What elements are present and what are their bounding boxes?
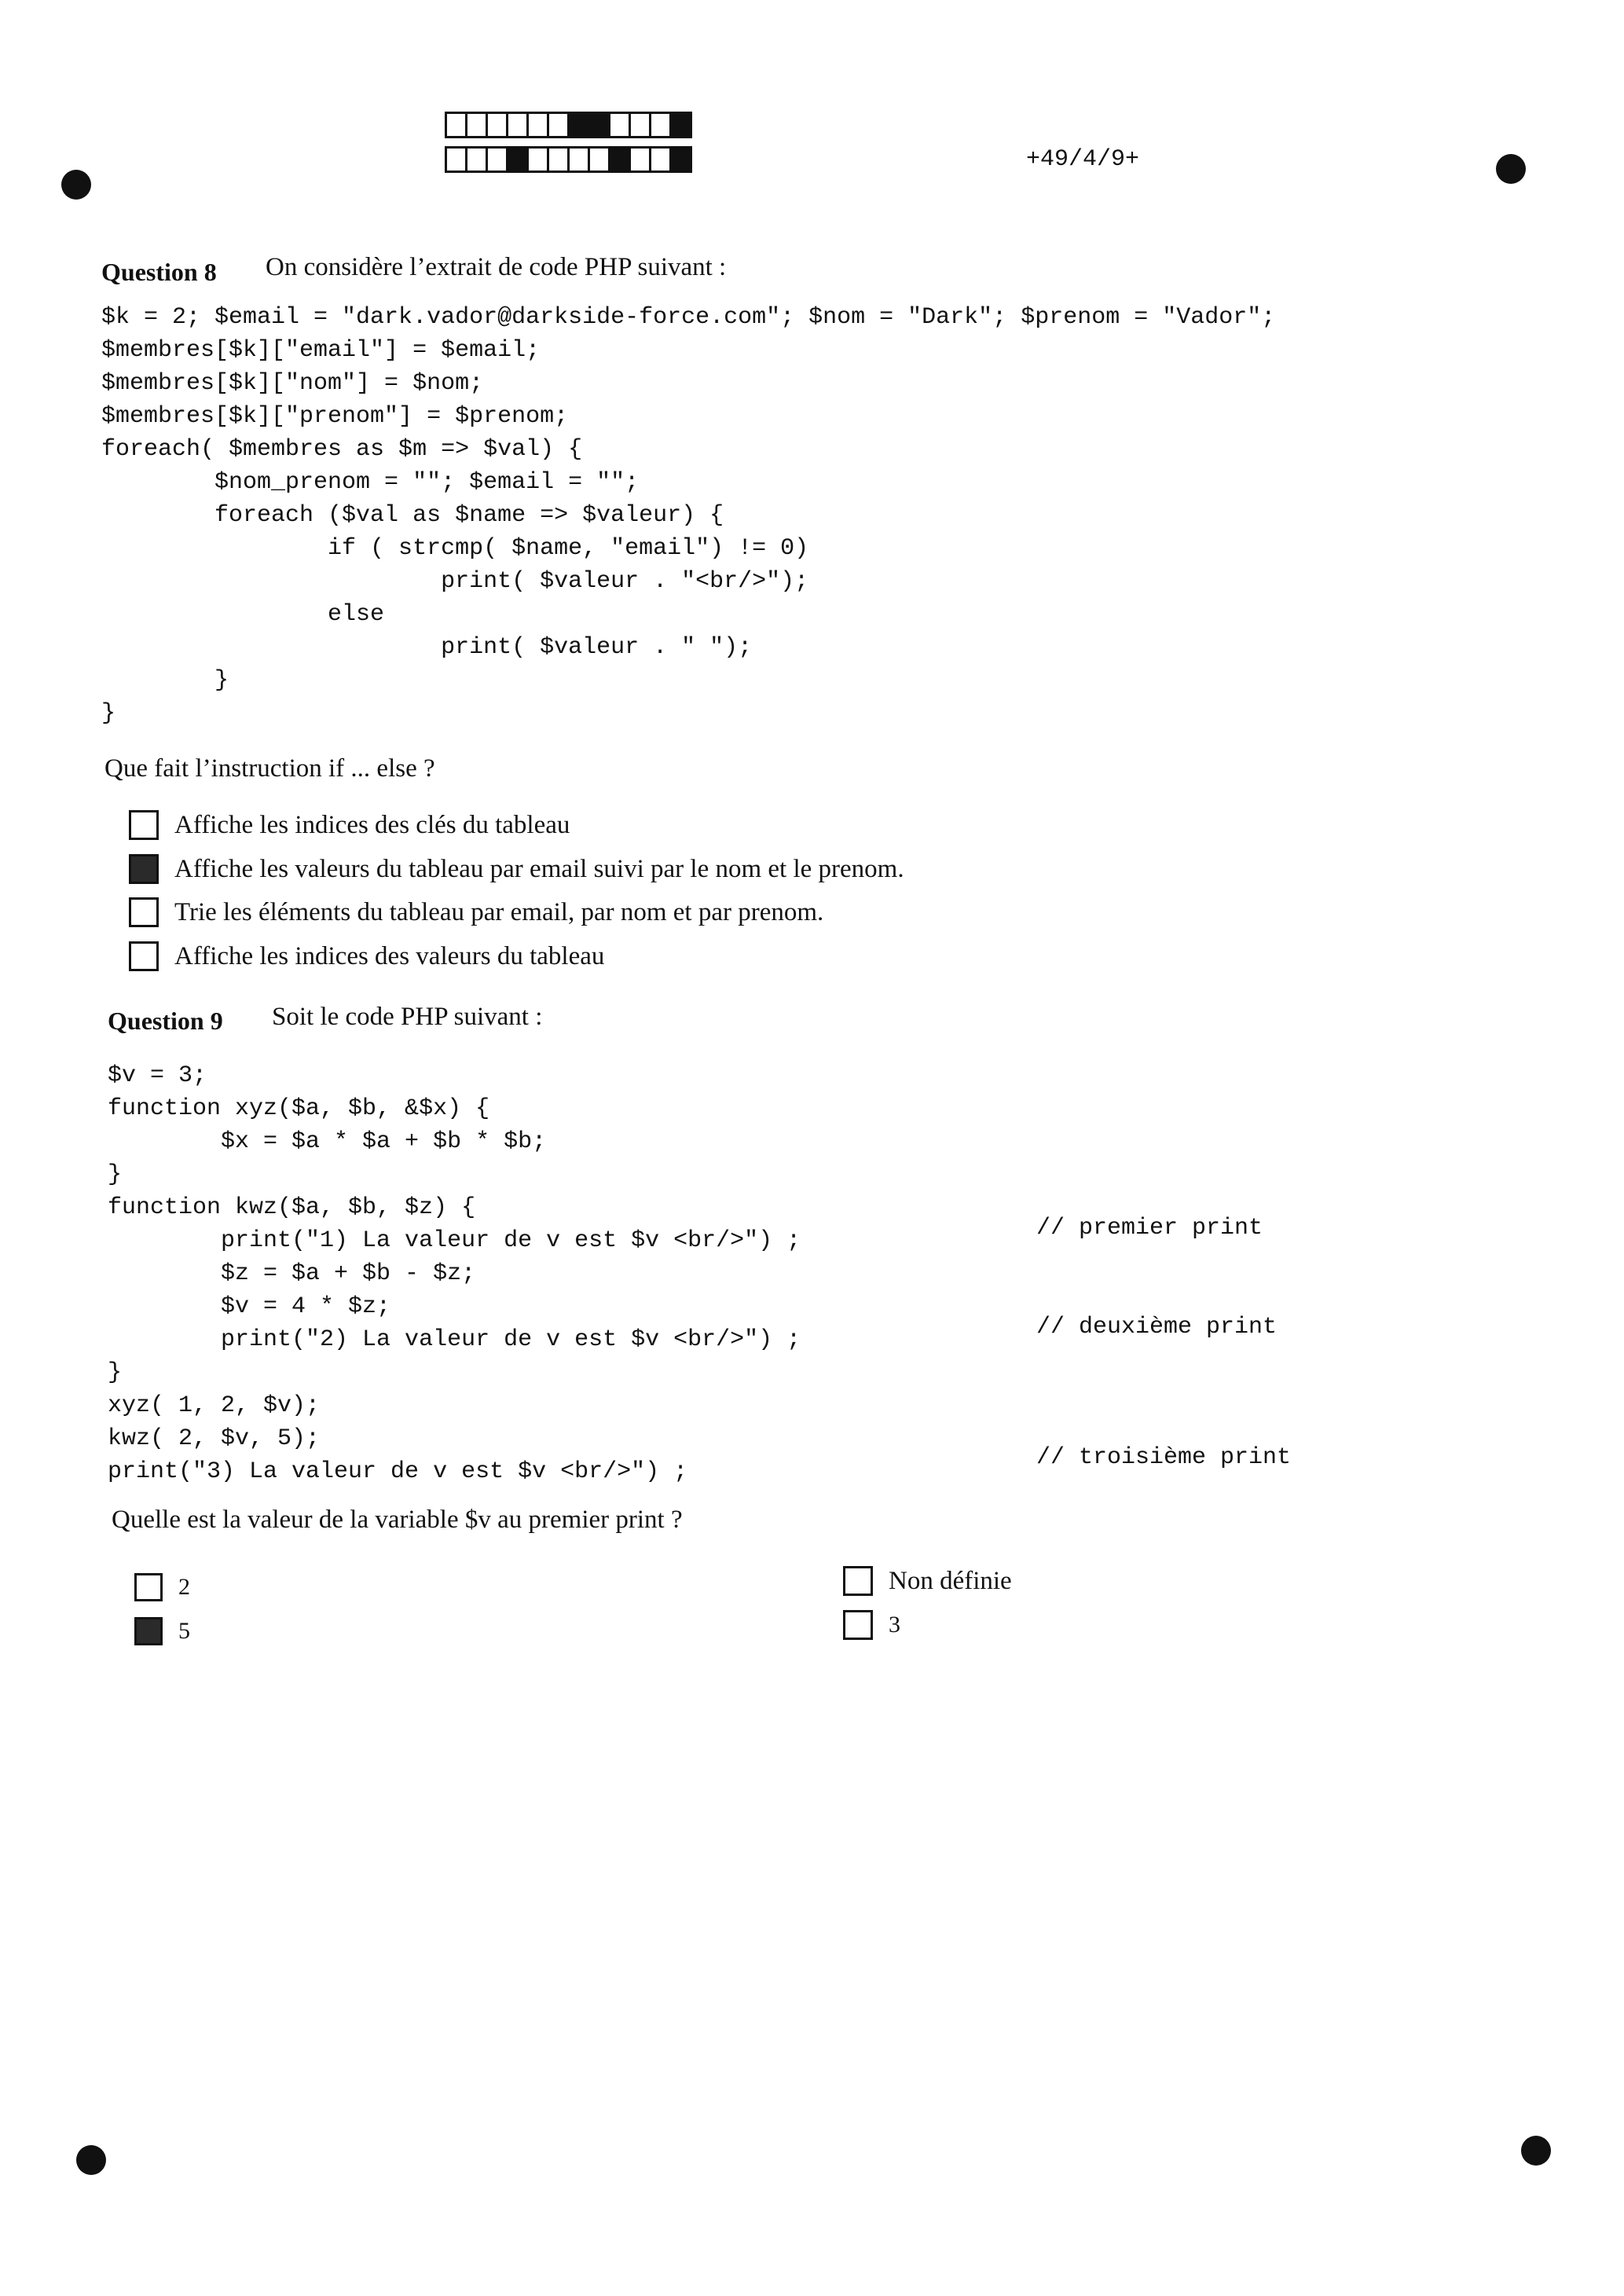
barcode-cell — [465, 146, 488, 173]
q9-choice-2-checkbox[interactable] — [134, 1573, 163, 1601]
question-9-code — [108, 1059, 801, 1488]
q9-code-line: print("1) La valeur de v est $v <br/>") ; — [108, 1227, 801, 1254]
comment-premier-print: // premier print — [1036, 1215, 1263, 1242]
q8-choice-2-checkbox[interactable] — [129, 854, 159, 884]
q9-code-line: function xyz($a, $b, &$x) { — [108, 1095, 490, 1122]
barcode-cell — [629, 146, 651, 173]
q9-choice-3-checkbox[interactable] — [843, 1610, 873, 1640]
q8-choice-1-label: Affiche les indices des clés du tableau — [174, 810, 570, 839]
question-9-title: Question 9 — [108, 1007, 223, 1035]
q8-code-line: if ( strcmp( $name, "email") != 0) — [101, 535, 809, 562]
q9-code-line: } — [108, 1359, 123, 1386]
barcode-row-2 — [445, 146, 690, 173]
barcode-cell — [486, 146, 508, 173]
barcode-cell — [649, 112, 672, 138]
q9-code-line: $v = 4 * $z; — [108, 1293, 391, 1320]
q9-choice-2[interactable] — [134, 1573, 190, 1601]
q9-choice-5[interactable] — [134, 1617, 190, 1645]
q9-choice-non-definie[interactable] — [843, 1566, 1012, 1596]
q9-code-line: print("3) La valeur de v est $v <br/>") ; — [108, 1458, 688, 1485]
q8-code-line: $k = 2; $email = "dark.vador@darkside-force.com"; $nom = "Dark"; $prenom = "Vador"; — [101, 304, 1276, 331]
q8-choice-4[interactable] — [129, 941, 604, 971]
corner-marker-bottom-right — [1521, 2136, 1551, 2166]
q8-code-line: foreach( $membres as $m => $val) { — [101, 436, 583, 463]
q9-code-line: xyz( 1, 2, $v); — [108, 1392, 321, 1419]
q8-choice-3-label: Trie les éléments du tableau par email, par nom et par prenom. — [174, 897, 824, 926]
q8-choice-2-label: Affiche les valeurs du tableau par email suivi par le nom et le prenom. — [174, 854, 904, 883]
q9-choice-2-label: 2 — [178, 1574, 190, 1600]
q9-code-line: function kwz($a, $b, $z) { — [108, 1194, 476, 1221]
q8-code-line: else — [101, 601, 385, 628]
q9-code-line: print("2) La valeur de v est $v <br/>") ; — [108, 1326, 801, 1353]
question-9-intro: Soit le code PHP suivant : — [272, 1003, 543, 1031]
q8-code-line: } — [101, 700, 116, 727]
q8-code-line: $nom_prenom = ""; $email = ""; — [101, 469, 640, 496]
q9-code-line: } — [108, 1161, 123, 1188]
q8-code-line: $membres[$k]["nom"] = $nom; — [101, 370, 484, 397]
q8-code-line: $membres[$k]["email"] = $email; — [101, 337, 541, 364]
barcode-cell — [669, 112, 692, 138]
barcode-cell — [608, 112, 631, 138]
q9-code-line: $x = $a * $a + $b * $b; — [108, 1128, 547, 1155]
barcode-cell — [669, 146, 692, 173]
barcode-cell — [445, 112, 467, 138]
corner-marker-bottom-left — [76, 2145, 106, 2175]
q9-choice-3[interactable] — [843, 1610, 900, 1640]
barcode-row-1 — [445, 112, 690, 138]
question-8-prompt: Que fait l’instruction if ... else ? — [104, 754, 435, 783]
q8-code-line: } — [101, 667, 229, 694]
corner-marker-top-left — [61, 170, 91, 200]
barcode-cell — [588, 112, 610, 138]
barcode-cell — [649, 146, 672, 173]
question-8-intro: On considère l’extrait de code PHP suivant : — [266, 253, 727, 281]
q8-choice-1-checkbox[interactable] — [129, 810, 159, 840]
barcode-cell — [465, 112, 488, 138]
barcode-cell — [629, 112, 651, 138]
q8-code-line: print( $valeur . "<br/>"); — [101, 568, 809, 595]
barcode-cell — [588, 146, 610, 173]
q9-choice-non-definie-label: Non définie — [889, 1566, 1012, 1595]
corner-marker-top-right — [1496, 154, 1526, 184]
comment-troisieme-print: // troisième print — [1036, 1444, 1292, 1471]
q8-choice-1[interactable] — [129, 810, 570, 840]
barcode-cell — [506, 146, 529, 173]
q8-choice-3-checkbox[interactable] — [129, 897, 159, 927]
barcode-cell — [608, 146, 631, 173]
q8-choice-4-checkbox[interactable] — [129, 941, 159, 971]
q9-code-line: $v = 3; — [108, 1062, 207, 1089]
q8-choice-4-label: Affiche les indices des valeurs du tableau — [174, 941, 605, 970]
q8-code-line: foreach ($val as $name => $valeur) { — [101, 502, 724, 529]
q9-code-line: kwz( 2, $v, 5); — [108, 1425, 321, 1452]
question-8-code — [101, 301, 1275, 730]
barcode-cell — [486, 112, 508, 138]
q9-code-line: $z = $a + $b - $z; — [108, 1260, 476, 1287]
comment-deuxieme-print: // deuxième print — [1036, 1314, 1278, 1341]
barcode-cell — [526, 112, 549, 138]
barcode-cell — [445, 146, 467, 173]
q8-choice-3[interactable] — [129, 897, 823, 927]
q8-choice-2[interactable] — [129, 854, 904, 884]
question-8-title: Question 8 — [101, 258, 217, 286]
q8-code-line: print( $valeur . " "); — [101, 634, 753, 661]
q8-code-line: $membres[$k]["prenom"] = $prenom; — [101, 403, 569, 430]
barcode-cell — [526, 146, 549, 173]
q9-choice-non-definie-checkbox[interactable] — [843, 1566, 873, 1596]
barcode-cell — [547, 112, 570, 138]
page-id: +49/4/9+ — [1026, 146, 1140, 173]
barcode-cell — [506, 112, 529, 138]
q9-choice-3-label: 3 — [889, 1612, 900, 1638]
barcode-cell — [567, 112, 590, 138]
question-9-prompt: Quelle est la valeur de la variable $v au premier print ? — [112, 1506, 683, 1534]
barcode-cell — [567, 146, 590, 173]
q9-choice-5-checkbox[interactable] — [134, 1617, 163, 1645]
barcode-cell — [547, 146, 570, 173]
q9-choice-5-label: 5 — [178, 1618, 190, 1644]
